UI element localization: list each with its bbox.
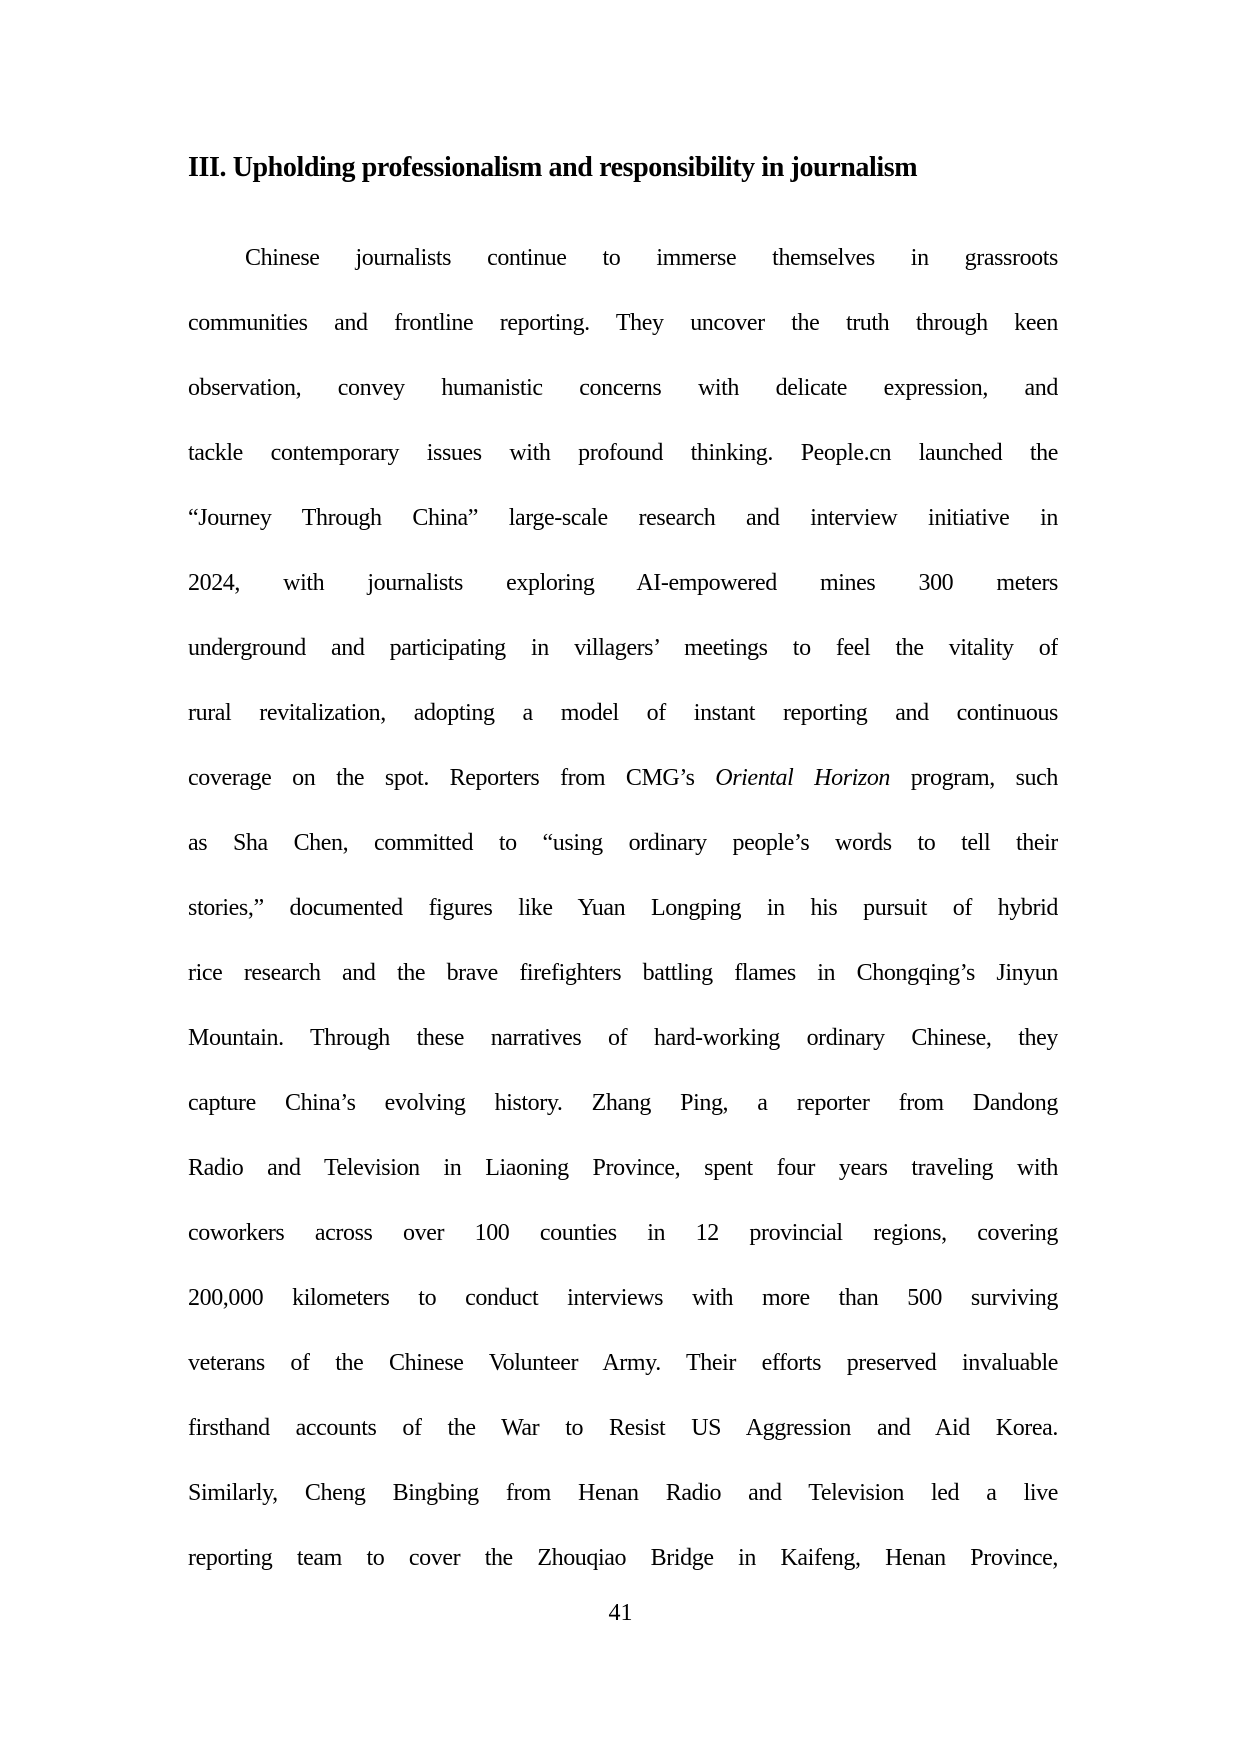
paragraph	[188, 226, 1058, 1591]
paragraph-line	[188, 1006, 1058, 1071]
paragraph-line	[188, 226, 1058, 291]
paragraph-line	[188, 811, 1058, 876]
page-number: 41	[608, 1600, 633, 1626]
body-text: rural revitalization, adopting a model of instant reporting and continuous	[188, 700, 1058, 726]
body-text: reporting team to cover the Zhouqiao Bridge in Kaifeng, Henan Province,	[188, 1545, 1058, 1571]
italic-text: Oriental Horizon	[715, 765, 891, 791]
body-text: Mountain. Through these narratives of hard-working ordinary Chinese, they	[188, 1025, 1058, 1051]
paragraph-line	[188, 1526, 1058, 1591]
body-text: tackle contemporary issues with profound thinking. People.cn launched the	[188, 440, 1058, 466]
body-text: 2024, with journalists exploring AI-empowered mines 300 meters	[188, 570, 1058, 596]
body-text: Chinese journalists continue to immerse themselves in grassroots	[245, 245, 1058, 271]
body-text: veterans of the Chinese Volunteer Army. Their efforts preserved invaluable	[188, 1350, 1058, 1376]
paragraph-line	[188, 876, 1058, 941]
body-text: stories,” documented figures like Yuan Longping in his pursuit of hybrid	[188, 895, 1058, 921]
paragraph-line	[188, 356, 1058, 421]
paragraph-line	[188, 941, 1058, 1006]
body-text: rice research and the brave firefighters battling flames in Chongqing’s Jinyun	[188, 960, 1058, 986]
paragraph-line	[188, 291, 1058, 356]
body-text: “Journey Through China” large-scale research and interview initiative in	[188, 505, 1058, 531]
section-heading: III. Upholding professionalism and responsibility in journalism	[188, 152, 918, 183]
body-text: firsthand accounts of the War to Resist US Aggression and Aid Korea.	[188, 1415, 1058, 1441]
body-text: program, such	[890, 765, 1058, 791]
body-text: capture China’s evolving history. Zhang Ping, a reporter from Dandong	[188, 1090, 1058, 1116]
body-text: coworkers across over 100 counties in 12 provincial regions, covering	[188, 1220, 1058, 1246]
body-text: Radio and Television in Liaoning Province, spent four years traveling with	[188, 1155, 1058, 1181]
paragraph-line	[188, 746, 1058, 811]
paragraph-line	[188, 1396, 1058, 1461]
paragraph-line	[188, 486, 1058, 551]
paragraph-line	[188, 1266, 1058, 1331]
paragraph-line	[188, 1331, 1058, 1396]
paragraph-line	[188, 551, 1058, 616]
body-text: 200,000 kilometers to conduct interviews with more than 500 surviving	[188, 1285, 1058, 1311]
paragraph-line	[188, 1136, 1058, 1201]
body-text: as Sha Chen, committed to “using ordinary people’s words to tell their	[188, 830, 1058, 856]
body-text: underground and participating in villagers’ meetings to feel the vitality of	[188, 635, 1058, 661]
body-text: communities and frontline reporting. They uncover the truth through keen	[188, 310, 1058, 336]
body-text: Similarly, Cheng Bingbing from Henan Radio and Television led a live	[188, 1480, 1058, 1506]
body-text: observation, convey humanistic concerns with delicate expression, and	[188, 375, 1058, 401]
paragraph-line	[188, 1201, 1058, 1266]
paragraph-line	[188, 1461, 1058, 1526]
body-text: coverage on the spot. Reporters from CMG’s	[188, 765, 716, 791]
paragraph-line	[188, 681, 1058, 746]
paragraph-line	[188, 421, 1058, 486]
paragraph-line	[188, 1071, 1058, 1136]
paragraph-line	[188, 616, 1058, 681]
page-content	[188, 148, 1058, 1591]
